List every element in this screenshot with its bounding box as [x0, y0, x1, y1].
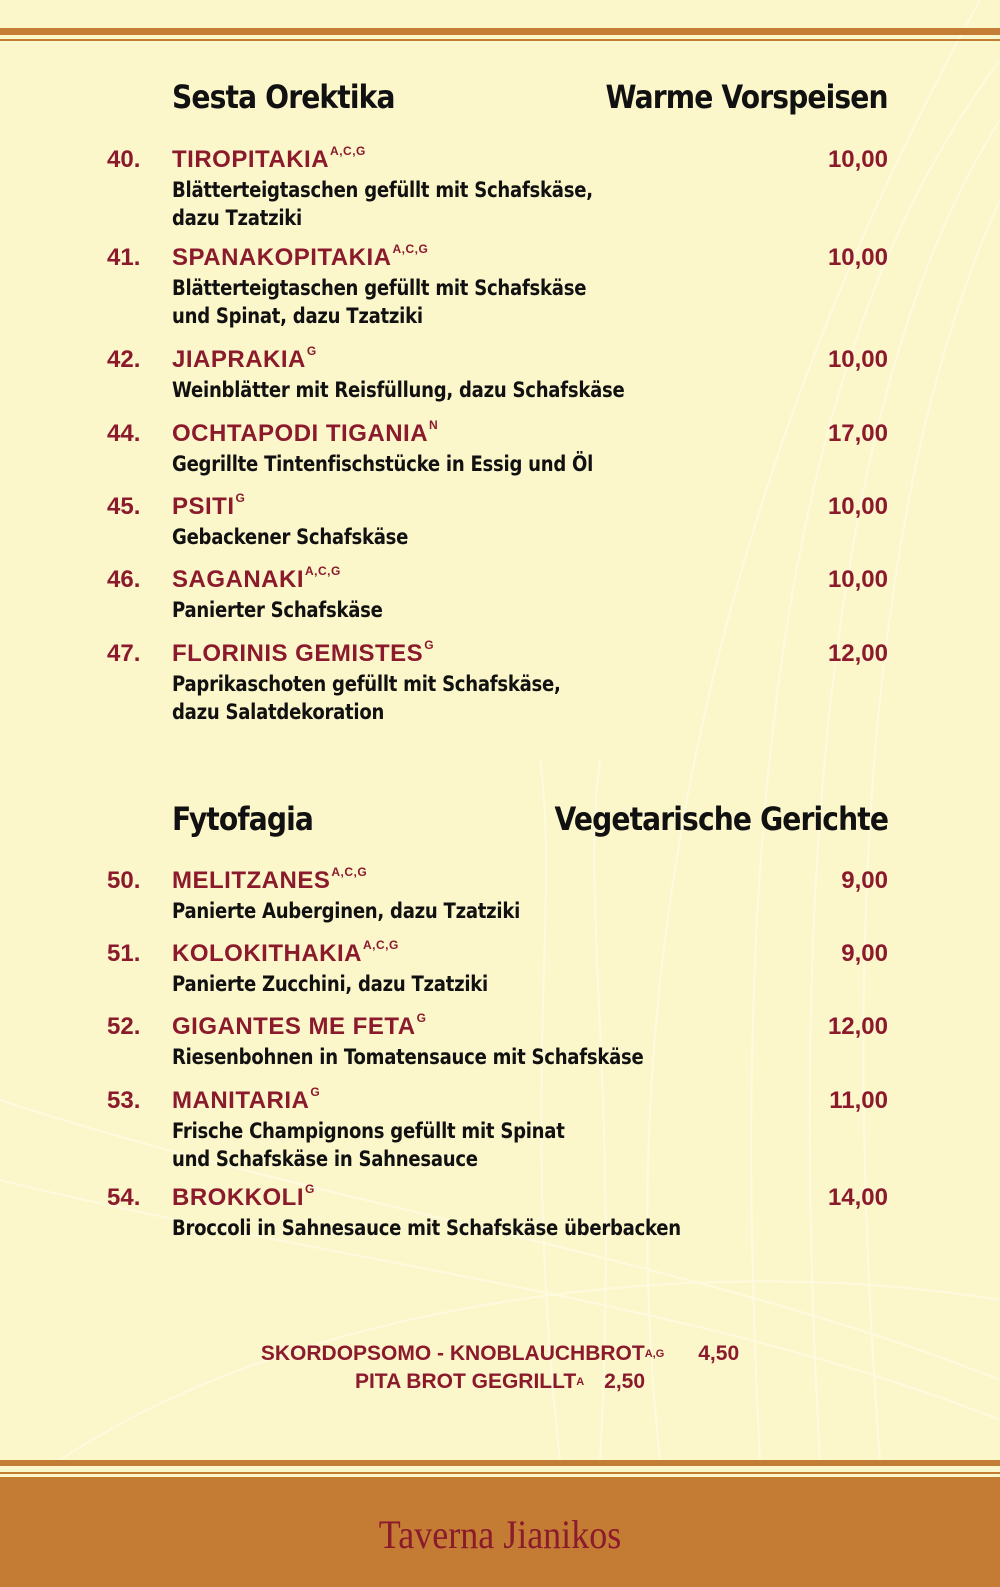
item-description: Broccoli in Sahnesauce mit Schafskäse überbacken [172, 1216, 681, 1240]
item-number: 42. [107, 346, 141, 373]
allergen-codes: A,C,G [392, 242, 429, 256]
item-number: 53. [107, 1087, 141, 1114]
allergen-codes: G [416, 1011, 427, 1025]
item-name: FLORINIS $GEMISTES^G$ [172, 638, 435, 667]
extra-item: PITA BROT $GEGRILLT^A$ 2,50 [354, 1370, 646, 1393]
item-price: 12,00 [827, 640, 888, 667]
item-name: $JIAPRAKIA^G$ [172, 344, 317, 373]
item-description: Blätterteigtaschen gefüllt mit Schafskäse und Spinat, dazu Tzatziki [172, 276, 587, 328]
item-description: Blätterteigtaschen gefüllt mit Schafskäse, dazu Tzatziki [172, 178, 593, 230]
bread-extras [0, 1340, 1000, 1396]
item-name: OCHTAPODI $TIGANIA^N$ [172, 418, 439, 447]
allergen-codes: G [235, 491, 246, 505]
top-rule-thick [0, 28, 1000, 35]
item-number: 41. [107, 244, 141, 271]
item-price: 14,00 [827, 1184, 888, 1211]
item-price: 11,00 [829, 1087, 888, 1114]
bottom-rule-thick [0, 1460, 1000, 1466]
restaurant-name: Taverna Jianikos [378, 1512, 622, 1557]
item-description: Panierter Schafskäse [172, 598, 383, 622]
item-number: 45. [107, 493, 141, 520]
extra-price: 4,50 [698, 1342, 740, 1365]
extra-item: SKORDOPSOMO - $KNOBLAUCHBROT^{A,G}$ 4,50 [260, 1342, 740, 1365]
item-description: Frische Champignons gefüllt mit Spinat und Schafskäse in Sahnesauce [172, 1119, 565, 1171]
item-description: Gebackener Schafskäse [172, 525, 409, 549]
item-number: 50. [107, 867, 141, 894]
item-price: 10,00 [827, 244, 888, 271]
item-description: Paprikaschoten gefüllt mit Schafskäse, dazu Salatdekoration [172, 672, 561, 724]
item-price: 9,00 [841, 867, 888, 894]
allergen-codes: G [305, 1182, 315, 1196]
allergen-codes: A,C,G [305, 564, 341, 578]
item-number: 44. [107, 420, 141, 447]
item-name: GIGANTES ME $FETA^G$ [172, 1011, 427, 1040]
item-price: 10,00 [827, 566, 888, 593]
item-name: $KOLOKITHAKIA^{A,C,G}$ [172, 938, 399, 967]
item-name: $MELITZANES^{A,C,G}$ [172, 865, 368, 894]
item-price: 10,00 [827, 346, 888, 373]
item-name: $PSITI^G$ [172, 491, 246, 520]
allergen-codes: G [306, 344, 317, 358]
item-description: Panierte Auberginen, dazu Tzatziki [172, 899, 521, 923]
item-price: 12,00 [827, 1013, 888, 1040]
item-price: 10,00 [827, 146, 888, 173]
allergen-codes: A,C,G [331, 865, 368, 879]
item-number: 47. [107, 640, 141, 667]
section-title-german: Vegetarische Gerichte [554, 800, 888, 838]
allergen-codes: G [424, 638, 435, 652]
allergen-codes: A,G [644, 1348, 665, 1360]
allergen-codes: N [429, 418, 439, 432]
item-number: 40. [107, 146, 141, 173]
extra-price: 2,50 [604, 1370, 646, 1393]
item-name: $MANITARIA^G$ [172, 1085, 321, 1114]
item-description: Weinblätter mit Reisfüllung, dazu Schafskäse [172, 378, 625, 402]
item-price: 10,00 [827, 493, 888, 520]
allergen-codes: G [310, 1085, 321, 1099]
item-name: $TIROPITAKIA^{A,C,G}$ [172, 144, 366, 173]
allergen-codes: A,C,G [330, 144, 366, 158]
bottom-rule-thin [0, 1472, 1000, 1474]
section-title-greek: Fytofagia [172, 800, 314, 838]
item-description: Gegrillte Tintenfischstücke in Essig und Öl [172, 452, 594, 476]
footer-band [0, 1477, 1000, 1587]
item-description: Panierte Zucchini, dazu Tzatziki [172, 972, 488, 996]
item-description: Riesenbohnen in Tomatensauce mit Schafskäse [172, 1045, 644, 1069]
allergen-codes: A,C,G [362, 938, 399, 952]
item-number: 52. [107, 1013, 141, 1040]
item-name: $SPANAKOPITAKIA^{A,C,G}$ [172, 242, 429, 271]
item-number: 54. [107, 1184, 141, 1211]
item-price: 17,00 [827, 420, 888, 447]
allergen-codes: A [576, 1376, 585, 1388]
section-title-greek: Sesta Orektika [172, 78, 395, 116]
item-name: $SAGANAKI^{A,C,G}$ [172, 564, 341, 593]
item-number: 51. [107, 940, 141, 967]
item-name: $BROKKOLI^G$ [172, 1182, 315, 1211]
top-rule-thin [0, 39, 1000, 41]
section-title-german: Warme Vorspeisen [605, 78, 888, 116]
item-number: 46. [107, 566, 141, 593]
item-price: 9,00 [841, 940, 888, 967]
